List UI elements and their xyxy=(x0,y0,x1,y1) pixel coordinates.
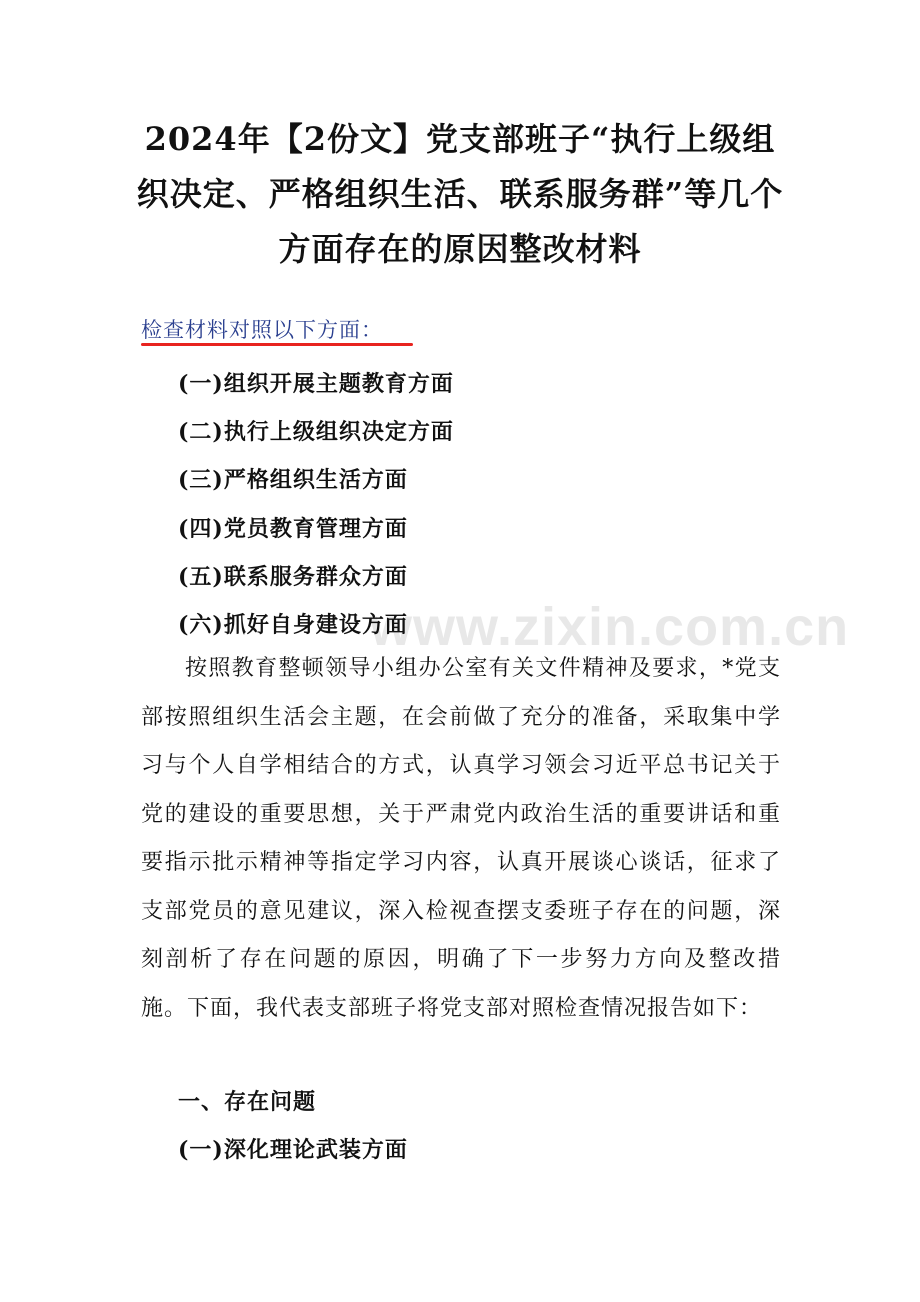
check-intro-text: 检查材料对照以下方面： xyxy=(141,318,383,342)
document-title: 2024年【2份文】党支部班子“执行上级组织决定、严格组织生活、联系服务群”等几个方面存在的原因整改材料 xyxy=(136,120,784,268)
sub-heading: (一)深化理论武装方面 xyxy=(178,1137,408,1163)
list-item: (二)执行上级组织决定方面 xyxy=(178,419,454,446)
list-item: (三)严格组织生活方面 xyxy=(178,467,408,494)
list-item: (五)联系服务群众方面 xyxy=(178,563,408,590)
watermark: www.zixin.com.cn xyxy=(370,597,850,657)
check-items-list xyxy=(178,360,454,649)
list-item: (六)抓好自身建设方面 xyxy=(178,612,408,639)
red-underline-mark xyxy=(141,343,413,346)
body-paragraph: 按照教育整顿领导小组办公室有关文件精神及要求，*党支部按照组织生活会主题，在会前做了充分的准备，采取集中学习与个人自学相结合的方式，认真学习领会习近平总书记关于党的建设的重要思想，关于严肃党内政治生活的重要讲话和重要指示批示精神等指定学习内容，认真开展谈心谈话，征求了支部党员的意见建议，深入检视查摆支委班子存在的问题，深刻剖析了存在问题的原因，明确了下一步努力方向及整改措施。下面，我代表支部班子将党支部对照检查情况报告如下： xyxy=(141,656,781,1021)
section-heading: 一、存在问题 xyxy=(178,1089,317,1115)
list-item: (一)组织开展主题教育方面 xyxy=(178,371,454,397)
list-item: (四)党员教育管理方面 xyxy=(178,515,408,542)
